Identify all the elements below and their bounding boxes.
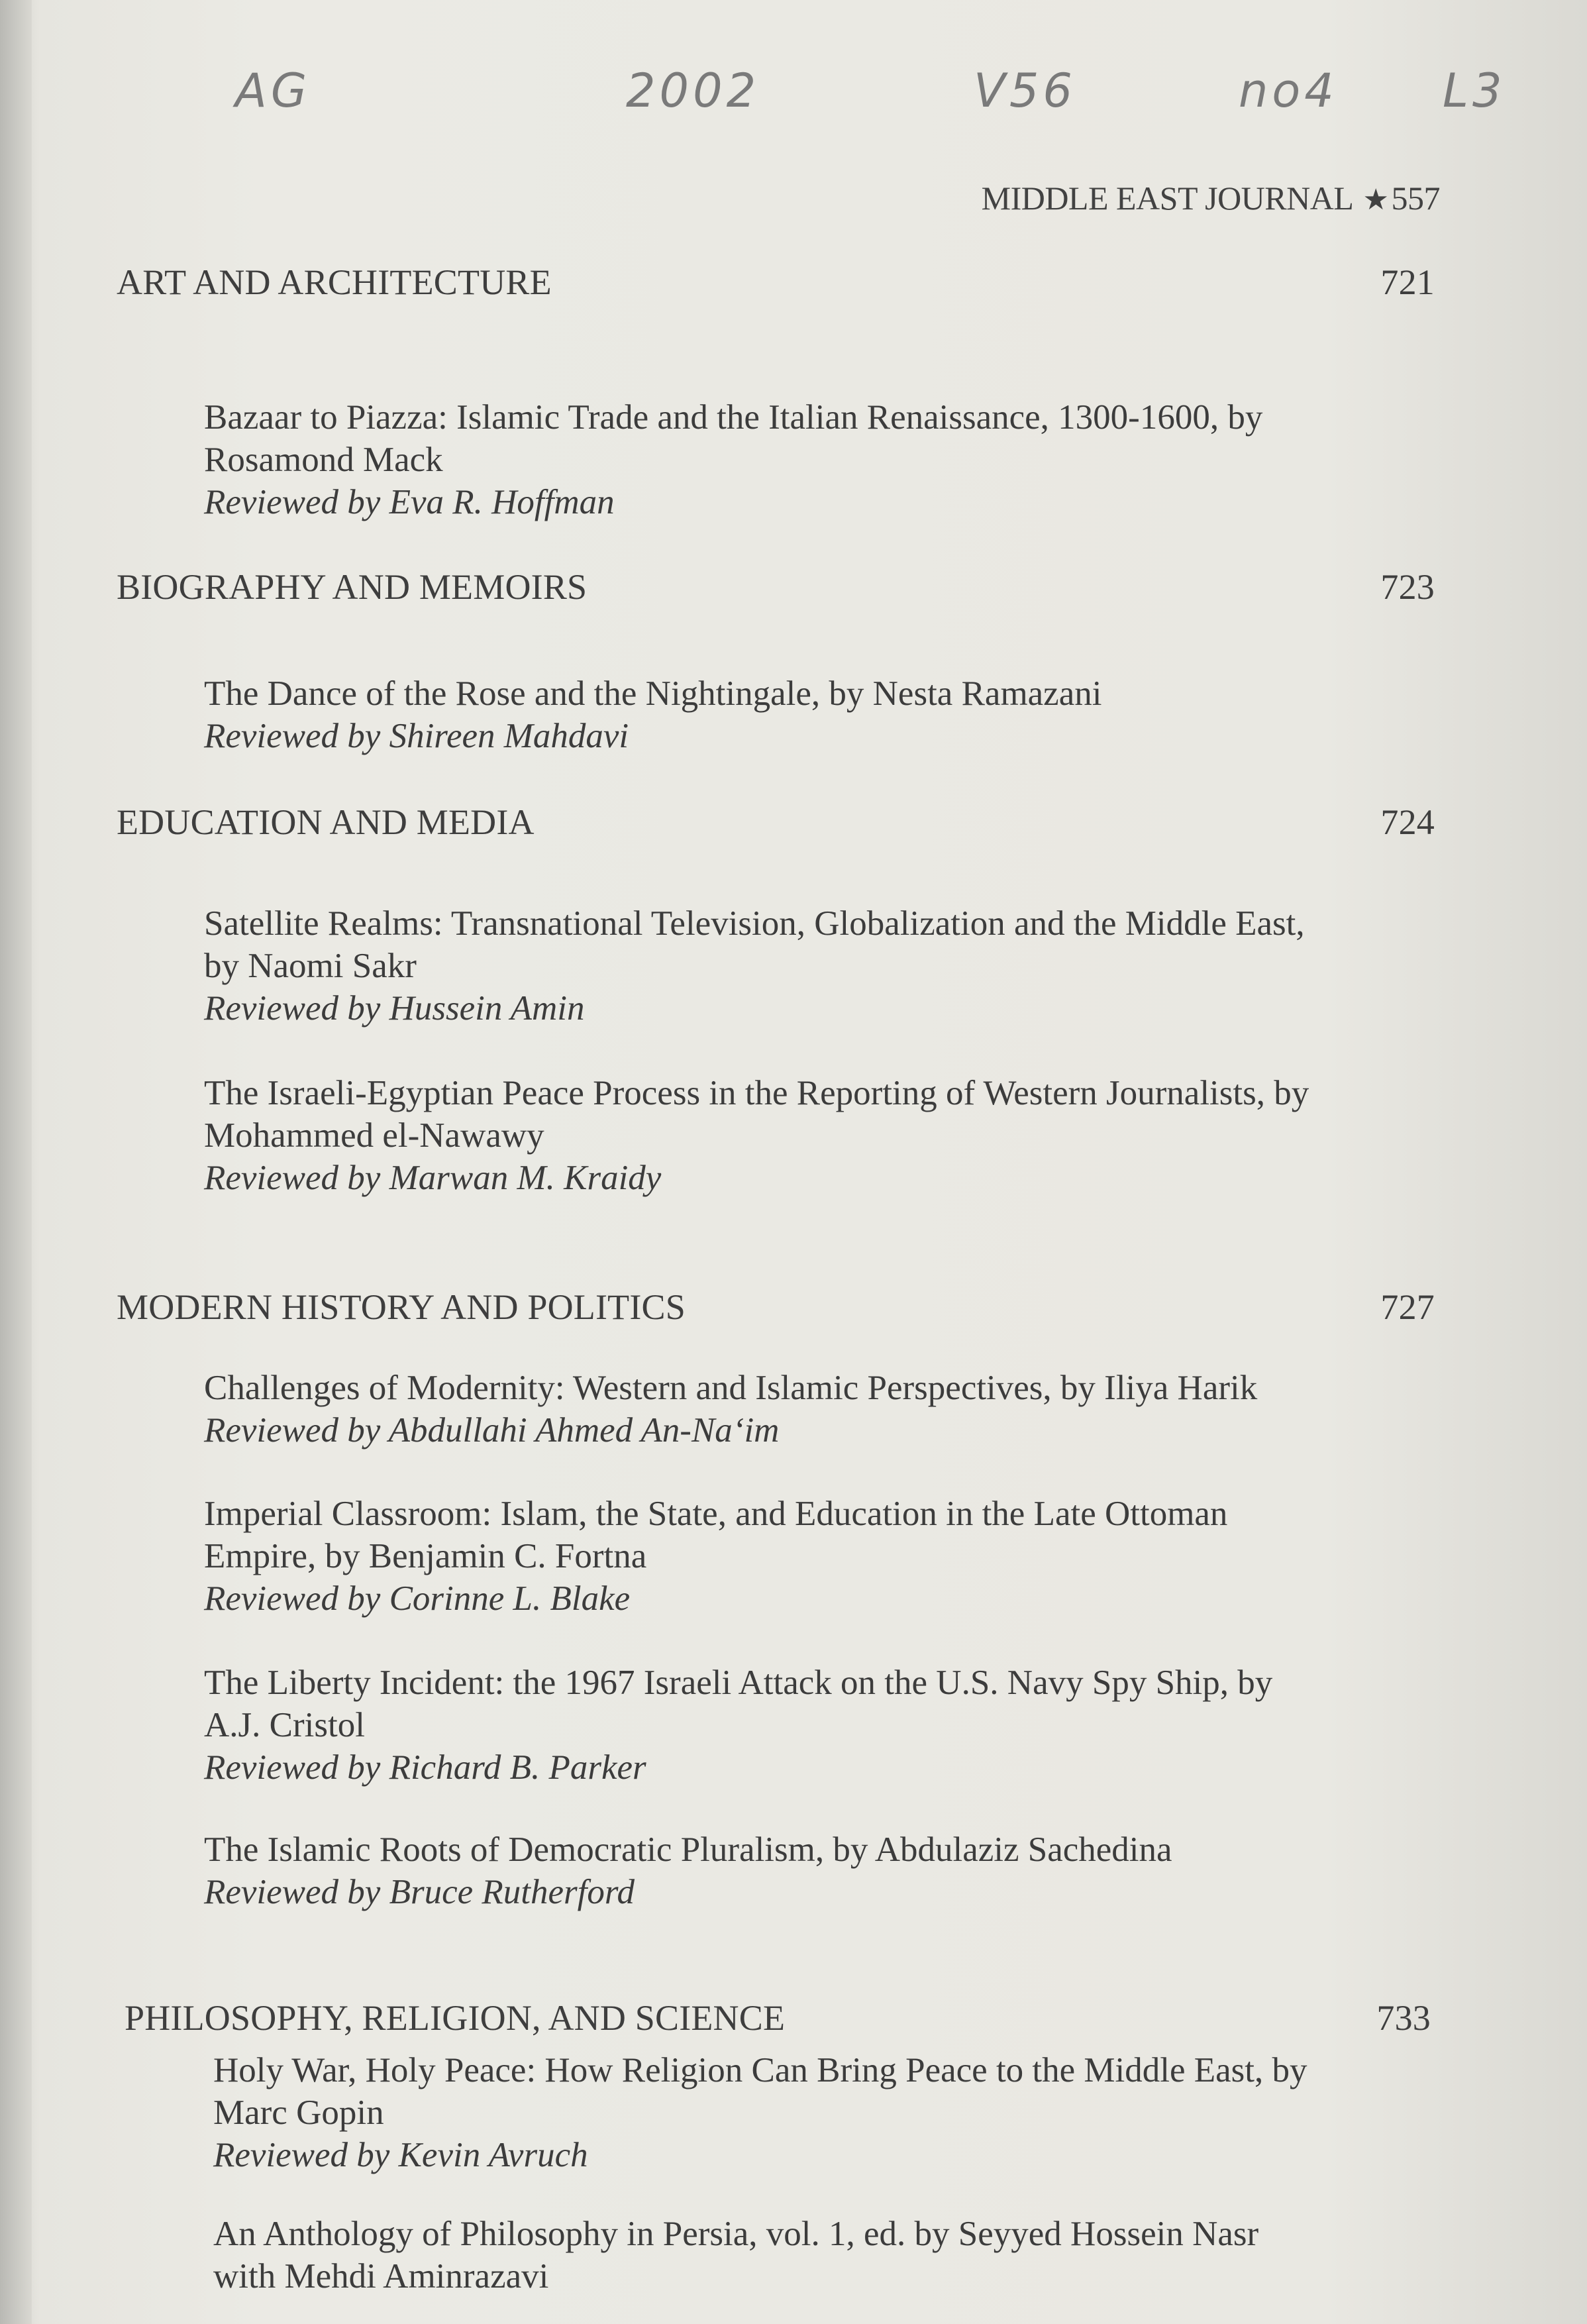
book-title-cont: Marc Gopin xyxy=(213,2093,384,2132)
section-page: 724 xyxy=(1380,802,1435,842)
section-education-media xyxy=(117,802,1435,843)
section-heading: ART AND ARCHITECTURE xyxy=(117,262,552,302)
book-title-cont: Rosamond Mack xyxy=(204,441,443,479)
book-title: The Islamic Roots of Democratic Pluralism, by Abdulaziz Sachedina xyxy=(204,1830,1172,1869)
handwritten-part: L3 xyxy=(1443,64,1506,118)
reviewer: Reviewed by Marwan M. Kraidy xyxy=(204,1159,662,1197)
journal-name: MIDDLE EAST JOURNAL xyxy=(981,180,1353,217)
review-entry xyxy=(204,1072,1462,1199)
book-title: Holy War, Holy Peace: How Religion Can Bring Peace to the Middle East, by xyxy=(213,2051,1307,2089)
review-entry xyxy=(204,1662,1462,1789)
reviewer: Reviewed by Kevin Avruch xyxy=(213,2136,588,2174)
section-philosophy-religion-science xyxy=(125,1997,1431,2038)
book-title: The Liberty Incident: the 1967 Israeli Attack on the U.S. Navy Spy Ship, by xyxy=(204,1664,1273,1702)
section-page: 723 xyxy=(1380,567,1435,607)
book-title: Imperial Classroom: Islam, the State, and Education in the Late Ottoman xyxy=(204,1495,1228,1533)
section-heading: PHILOSOPHY, RELIGION, AND SCIENCE xyxy=(125,1998,786,2038)
section-biography-memoirs xyxy=(117,566,1435,607)
section-page: 727 xyxy=(1380,1287,1435,1327)
book-title-cont: by Naomi Sakr xyxy=(204,947,417,985)
review-entry xyxy=(204,1493,1462,1620)
review-entry xyxy=(213,2049,1472,2176)
handwritten-part: no4 xyxy=(1239,64,1338,118)
book-title: Satellite Realms: Transnational Television, Globalization and the Middle East, xyxy=(204,904,1305,943)
reviewer: Reviewed by Corinne L. Blake xyxy=(204,1579,631,1618)
reviewer: Reviewed by Richard B. Parker xyxy=(204,1748,646,1787)
handwritten-part: 2002 xyxy=(626,64,760,118)
book-title: The Dance of the Rose and the Nightingale, by Nesta Ramazani xyxy=(204,674,1102,713)
review-entry xyxy=(204,396,1462,523)
section-page: 721 xyxy=(1380,262,1435,302)
book-title-cont: A.J. Cristol xyxy=(204,1706,365,1744)
handwritten-part: V56 xyxy=(974,64,1076,118)
book-title: Challenges of Modernity: Western and Islamic Perspectives, by Iliya Harik xyxy=(204,1369,1258,1407)
running-head xyxy=(982,179,1440,217)
page-number: 557 xyxy=(1391,180,1440,217)
review-entry xyxy=(204,902,1462,1030)
section-modern-history-politics xyxy=(117,1287,1435,1328)
book-title: An Anthology of Philosophy in Persia, vol. 1, ed. by Seyyed Hossein Nasr xyxy=(213,2215,1259,2253)
book-title-cont: Mohammed el-Nawawy xyxy=(204,1116,544,1155)
handwritten-part: AG xyxy=(235,64,311,118)
section-page: 733 xyxy=(1376,1998,1431,2038)
section-heading: MODERN HISTORY AND POLITICS xyxy=(117,1287,686,1327)
book-title: The Israeli-Egyptian Peace Process in the Reporting of Western Journalists, by xyxy=(204,1074,1309,1112)
reviewer: Reviewed by Shireen Mahdavi xyxy=(204,717,629,755)
section-heading: EDUCATION AND MEDIA xyxy=(117,802,535,842)
book-title: Bazaar to Piazza: Islamic Trade and the Italian Renaissance, 1300-1600, by xyxy=(204,398,1263,437)
review-entry xyxy=(213,2213,1472,2298)
book-title-cont: with Mehdi Aminrazavi xyxy=(213,2257,549,2296)
book-title-cont: Empire, by Benjamin C. Fortna xyxy=(204,1537,647,1575)
review-entry xyxy=(204,1367,1462,1452)
star-icon: ★ xyxy=(1362,184,1389,216)
reviewer: Reviewed by Eva R. Hoffman xyxy=(204,483,615,521)
section-heading: BIOGRAPHY AND MEMOIRS xyxy=(117,567,588,607)
review-entry xyxy=(204,672,1462,757)
reviewer: Reviewed by Abdullahi Ahmed An-Na‘im xyxy=(204,1411,780,1450)
reviewer: Reviewed by Bruce Rutherford xyxy=(204,1873,635,1911)
handwritten-call-number xyxy=(199,64,1506,136)
section-art-architecture xyxy=(117,262,1435,303)
reviewer: Reviewed by Hussein Amin xyxy=(204,989,585,1028)
binding-gutter xyxy=(0,0,32,2324)
review-entry xyxy=(204,1828,1462,1913)
